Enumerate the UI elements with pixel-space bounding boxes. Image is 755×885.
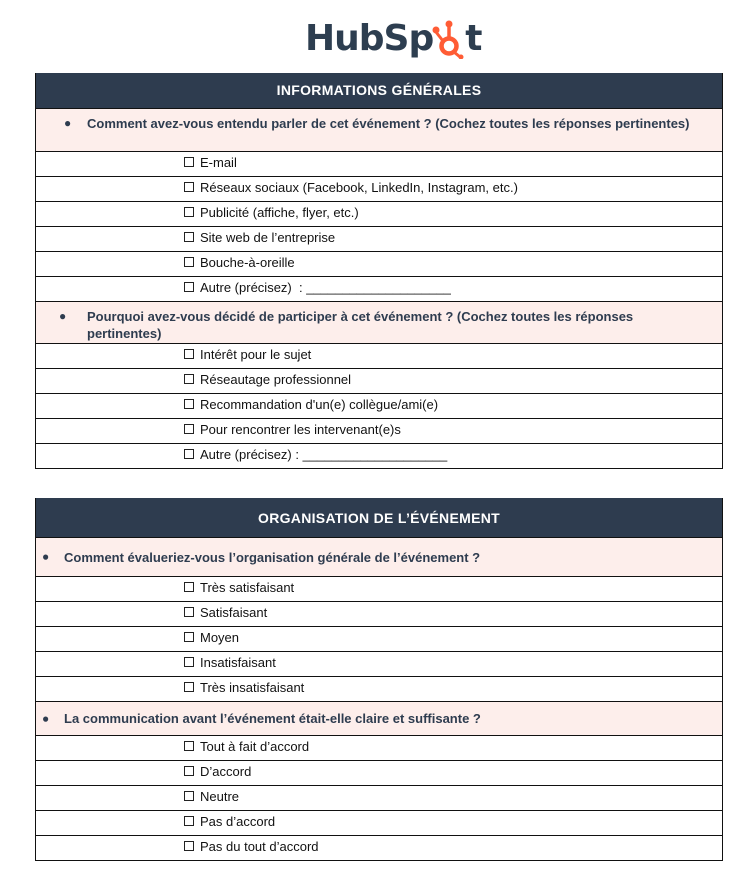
- question-why-attend: [36, 302, 722, 344]
- checkbox-icon[interactable]: [184, 632, 194, 642]
- checkbox-icon[interactable]: [184, 582, 194, 592]
- option-label: Autre (précisez) : ____________________: [200, 447, 448, 462]
- option-row[interactable]: [36, 419, 722, 444]
- option-label: Pas d’accord: [200, 814, 276, 829]
- checkbox-icon[interactable]: [184, 157, 194, 167]
- option-row[interactable]: [36, 394, 722, 419]
- option-row[interactable]: [36, 627, 722, 652]
- option-row[interactable]: [36, 761, 722, 786]
- option-label: Recommandation d'un(e) collègue/ami(e): [200, 397, 439, 412]
- option-row[interactable]: [36, 836, 722, 860]
- option-row[interactable]: [36, 444, 722, 468]
- checkbox-icon[interactable]: [184, 232, 194, 242]
- option-row[interactable]: [36, 277, 722, 302]
- option-row[interactable]: [36, 577, 722, 602]
- checkbox-icon[interactable]: [184, 791, 194, 801]
- option-label: Moyen: [200, 630, 240, 645]
- checkbox-icon[interactable]: [184, 424, 194, 434]
- bullet-icon: ●: [64, 116, 72, 130]
- checkbox-icon[interactable]: [184, 657, 194, 667]
- option-label: Pas du tout d’accord: [200, 839, 319, 854]
- question-communication: [36, 702, 722, 736]
- option-label: Autre (précisez) : ____________________: [200, 280, 451, 295]
- option-label: Réseaux sociaux (Facebook, LinkedIn, Instagram, etc.): [200, 180, 518, 195]
- option-row[interactable]: [36, 811, 722, 836]
- sprocket-icon: [432, 19, 466, 59]
- option-label: Tout à fait d’accord: [200, 739, 310, 754]
- option-row[interactable]: [36, 652, 722, 677]
- option-label: Très satisfaisant: [200, 580, 295, 595]
- question-text: Comment évalueriez-vous l’organisation générale de l’événement ?: [64, 549, 481, 565]
- section-title: INFORMATIONS GÉNÉRALES: [36, 73, 722, 109]
- options-list: [36, 152, 722, 302]
- options-list: [36, 736, 722, 860]
- section-title: ORGANISATION DE L’ÉVÉNEMENT: [36, 498, 722, 538]
- section-general-info: [35, 73, 723, 469]
- option-label: Insatisfaisant: [200, 655, 276, 670]
- checkbox-icon[interactable]: [184, 607, 194, 617]
- options-list: [36, 344, 722, 468]
- option-row[interactable]: [36, 152, 722, 177]
- bullet-icon: ●: [59, 309, 67, 323]
- checkbox-icon[interactable]: [184, 682, 194, 692]
- option-label: Neutre: [200, 789, 240, 804]
- checkbox-icon[interactable]: [184, 841, 194, 851]
- bullet-icon: ●: [42, 549, 50, 564]
- option-row[interactable]: [36, 677, 722, 702]
- question-text: Pourquoi avez-vous décidé de participer à cet événement ? (Cochez toutes les réponses pertinentes): [87, 309, 634, 341]
- option-label: Intérêt pour le sujet: [200, 347, 312, 362]
- logo-text-start: HubSp: [305, 18, 434, 59]
- option-row[interactable]: [36, 252, 722, 277]
- checkbox-icon[interactable]: [184, 399, 194, 409]
- section-event-organization: [35, 498, 723, 861]
- option-label: Réseautage professionnel: [200, 372, 352, 387]
- checkbox-icon[interactable]: [184, 207, 194, 217]
- logo-text-end: t: [465, 18, 482, 59]
- option-label: E-mail: [200, 155, 237, 170]
- option-label: Publicité (affiche, flyer, etc.): [200, 205, 359, 220]
- option-label: Satisfaisant: [200, 605, 268, 620]
- checkbox-icon[interactable]: [184, 741, 194, 751]
- bullet-icon: ●: [42, 711, 50, 725]
- options-list: [36, 577, 722, 702]
- checkbox-icon[interactable]: [184, 374, 194, 384]
- question-text: La communication avant l’événement était-elle claire et suffisante ?: [64, 711, 481, 726]
- option-row[interactable]: [36, 227, 722, 252]
- checkbox-icon[interactable]: [184, 816, 194, 826]
- option-row[interactable]: [36, 177, 722, 202]
- checkbox-icon[interactable]: [184, 766, 194, 776]
- option-label: Très insatisfaisant: [200, 680, 305, 695]
- question-how-heard: [36, 109, 722, 152]
- checkbox-icon[interactable]: [184, 182, 194, 192]
- option-label: Site web de l’entreprise: [200, 230, 336, 245]
- option-row[interactable]: [36, 369, 722, 394]
- question-text: Comment avez-vous entendu parler de cet événement ? (Cochez toutes les réponses pertinentes): [87, 116, 690, 131]
- option-label: Bouche-à-oreille: [200, 255, 295, 270]
- checkbox-icon[interactable]: [184, 257, 194, 267]
- option-label: D’accord: [200, 764, 252, 779]
- question-overall-organization: [36, 538, 722, 577]
- hubspot-logo: [305, 14, 481, 64]
- option-row[interactable]: [36, 344, 722, 369]
- checkbox-icon[interactable]: [184, 349, 194, 359]
- option-row[interactable]: [36, 602, 722, 627]
- checkbox-icon[interactable]: [184, 282, 194, 292]
- option-label: Pour rencontrer les intervenant(e)s: [200, 422, 401, 437]
- option-row[interactable]: [36, 786, 722, 811]
- checkbox-icon[interactable]: [184, 449, 194, 459]
- option-row[interactable]: [36, 202, 722, 227]
- option-row[interactable]: [36, 736, 722, 761]
